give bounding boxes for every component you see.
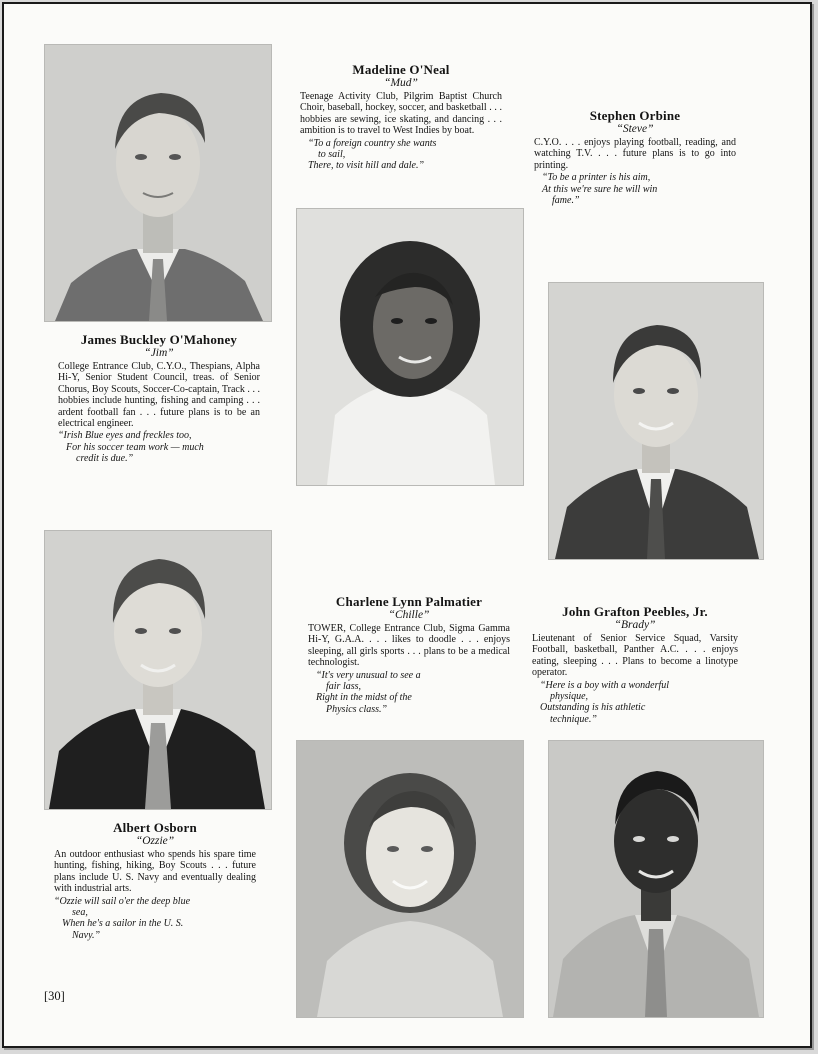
entry-john-peebles [532,604,738,725]
student-nickname: “Jim” [144,347,174,359]
photo-madeline-oneal [296,208,524,486]
entry-james-omahoney [58,332,260,465]
student-nickname: “Brady” [614,619,656,631]
quote-line: Navy.” [72,929,101,941]
student-quote [54,896,256,942]
quote-line: Right in the midst of the [316,692,412,704]
student-quote [534,172,736,206]
quote-line: At this we're sure he will win [542,183,658,195]
entry-stephen-orbine [534,108,736,206]
quote-line: sea, [72,907,88,919]
quote-line: “Ozzie will sail o'er the deep blue [54,895,191,907]
quote-line: Outstanding is his athletic [540,702,646,714]
student-nickname: “Mud” [384,77,418,89]
quote-line: to sail, [318,149,346,161]
student-name: Madeline O'Neal [352,62,450,77]
quote-line: credit is due.” [76,453,134,465]
student-description: C.Y.O. . . . enjoys playing football, reading, and watching T.V. . . . future plans is to go into printing. [534,137,736,171]
student-nickname: “Chille” [388,609,430,621]
portrait-female-curls-icon [297,209,523,485]
student-description: Lieutenant of Senior Service Squad, Varsity Football, basketball, Panther A.C. . . . enjoys eating, sleeping . . . Plans to become a linotype operator. [532,633,738,679]
quote-line: “It's very unusual to see a [316,669,421,681]
student-name: Albert Osborn [113,820,197,835]
yearbook-page [2,2,812,1048]
quote-line: “To be a printer is his aim, [542,172,651,184]
page-number: [30] [44,989,65,1003]
student-description: An outdoor enthusiast who spends his spare time hunting, fishing, hiking, Boy Scouts . . . future plans include U. S. Navy and eventually dealing with industrial arts. [54,849,256,895]
photo-john-peebles [548,740,764,1018]
quote-line: When he's a sailor in the U. S. [62,918,184,930]
quote-line: For his soccer team work — much [66,441,204,453]
student-name: Charlene Lynn Palmatier [335,594,483,609]
student-description: Teenage Activity Club, Pilgrim Baptist Church Choir, baseball, hockey, soccer, and basketball . . . hobbies are sewing, ice skating, and dancing . . . ambition is to travel to West Indies by boat. [300,91,502,137]
portrait-female-sweater-icon [297,741,523,1017]
portrait-male-tie-icon [45,45,271,321]
portrait-male-suit-icon [549,283,763,559]
student-quote [58,430,260,464]
quote-line: There, to visit hill and dale.” [308,160,425,172]
student-name: James Buckley O'Mahoney [80,332,238,347]
student-quote [532,680,738,726]
quote-line: “Irish Blue eyes and freckles too, [58,430,192,442]
portrait-male-light-jacket-icon [549,741,763,1017]
student-name: John Grafton Peebles, Jr. [562,604,708,619]
quote-line: fair lass, [326,681,362,693]
photo-stephen-orbine [548,282,764,560]
quote-line: “Here is a boy with a wonderful [540,679,670,691]
student-description: TOWER, College Entrance Club, Sigma Gamma Hi-Y, G.A.A. . . . likes to doodle . . . enjoys sleeping, all girls sports . . . plans to be a medical technologist. [308,623,510,669]
quote-line: technique.” [550,713,597,725]
photo-james-omahoney [44,44,272,322]
entry-albert-osborn [54,820,256,941]
student-nickname: “Steve” [616,123,654,135]
entry-madeline-oneal [300,62,502,172]
student-quote [300,138,502,172]
entry-charlene-palmatier [308,594,510,715]
portrait-male-dark-suit-icon [45,531,271,809]
student-description: College Entrance Club, C.Y.O., Thespians, Alpha Hi-Y, Senior Student Council, treas. of Senior Chorus, Boy Scouts, Soccer-Co-captain, Track . . . hobbies include hunting, fishing and camping . . . ardent football fan . . . future plans is to be an electrical engineer. [58,361,260,430]
quote-line: fame.” [552,195,580,207]
student-nickname: “Ozzie” [135,835,175,847]
quote-line: physique, [550,691,589,703]
student-name: Stephen Orbine [589,108,681,123]
photo-albert-osborn [44,530,272,810]
student-quote [308,670,510,716]
photo-charlene-palmatier [296,740,524,1018]
quote-line: Physics class.” [326,703,388,715]
quote-line: “To a foreign country she wants [308,137,437,149]
